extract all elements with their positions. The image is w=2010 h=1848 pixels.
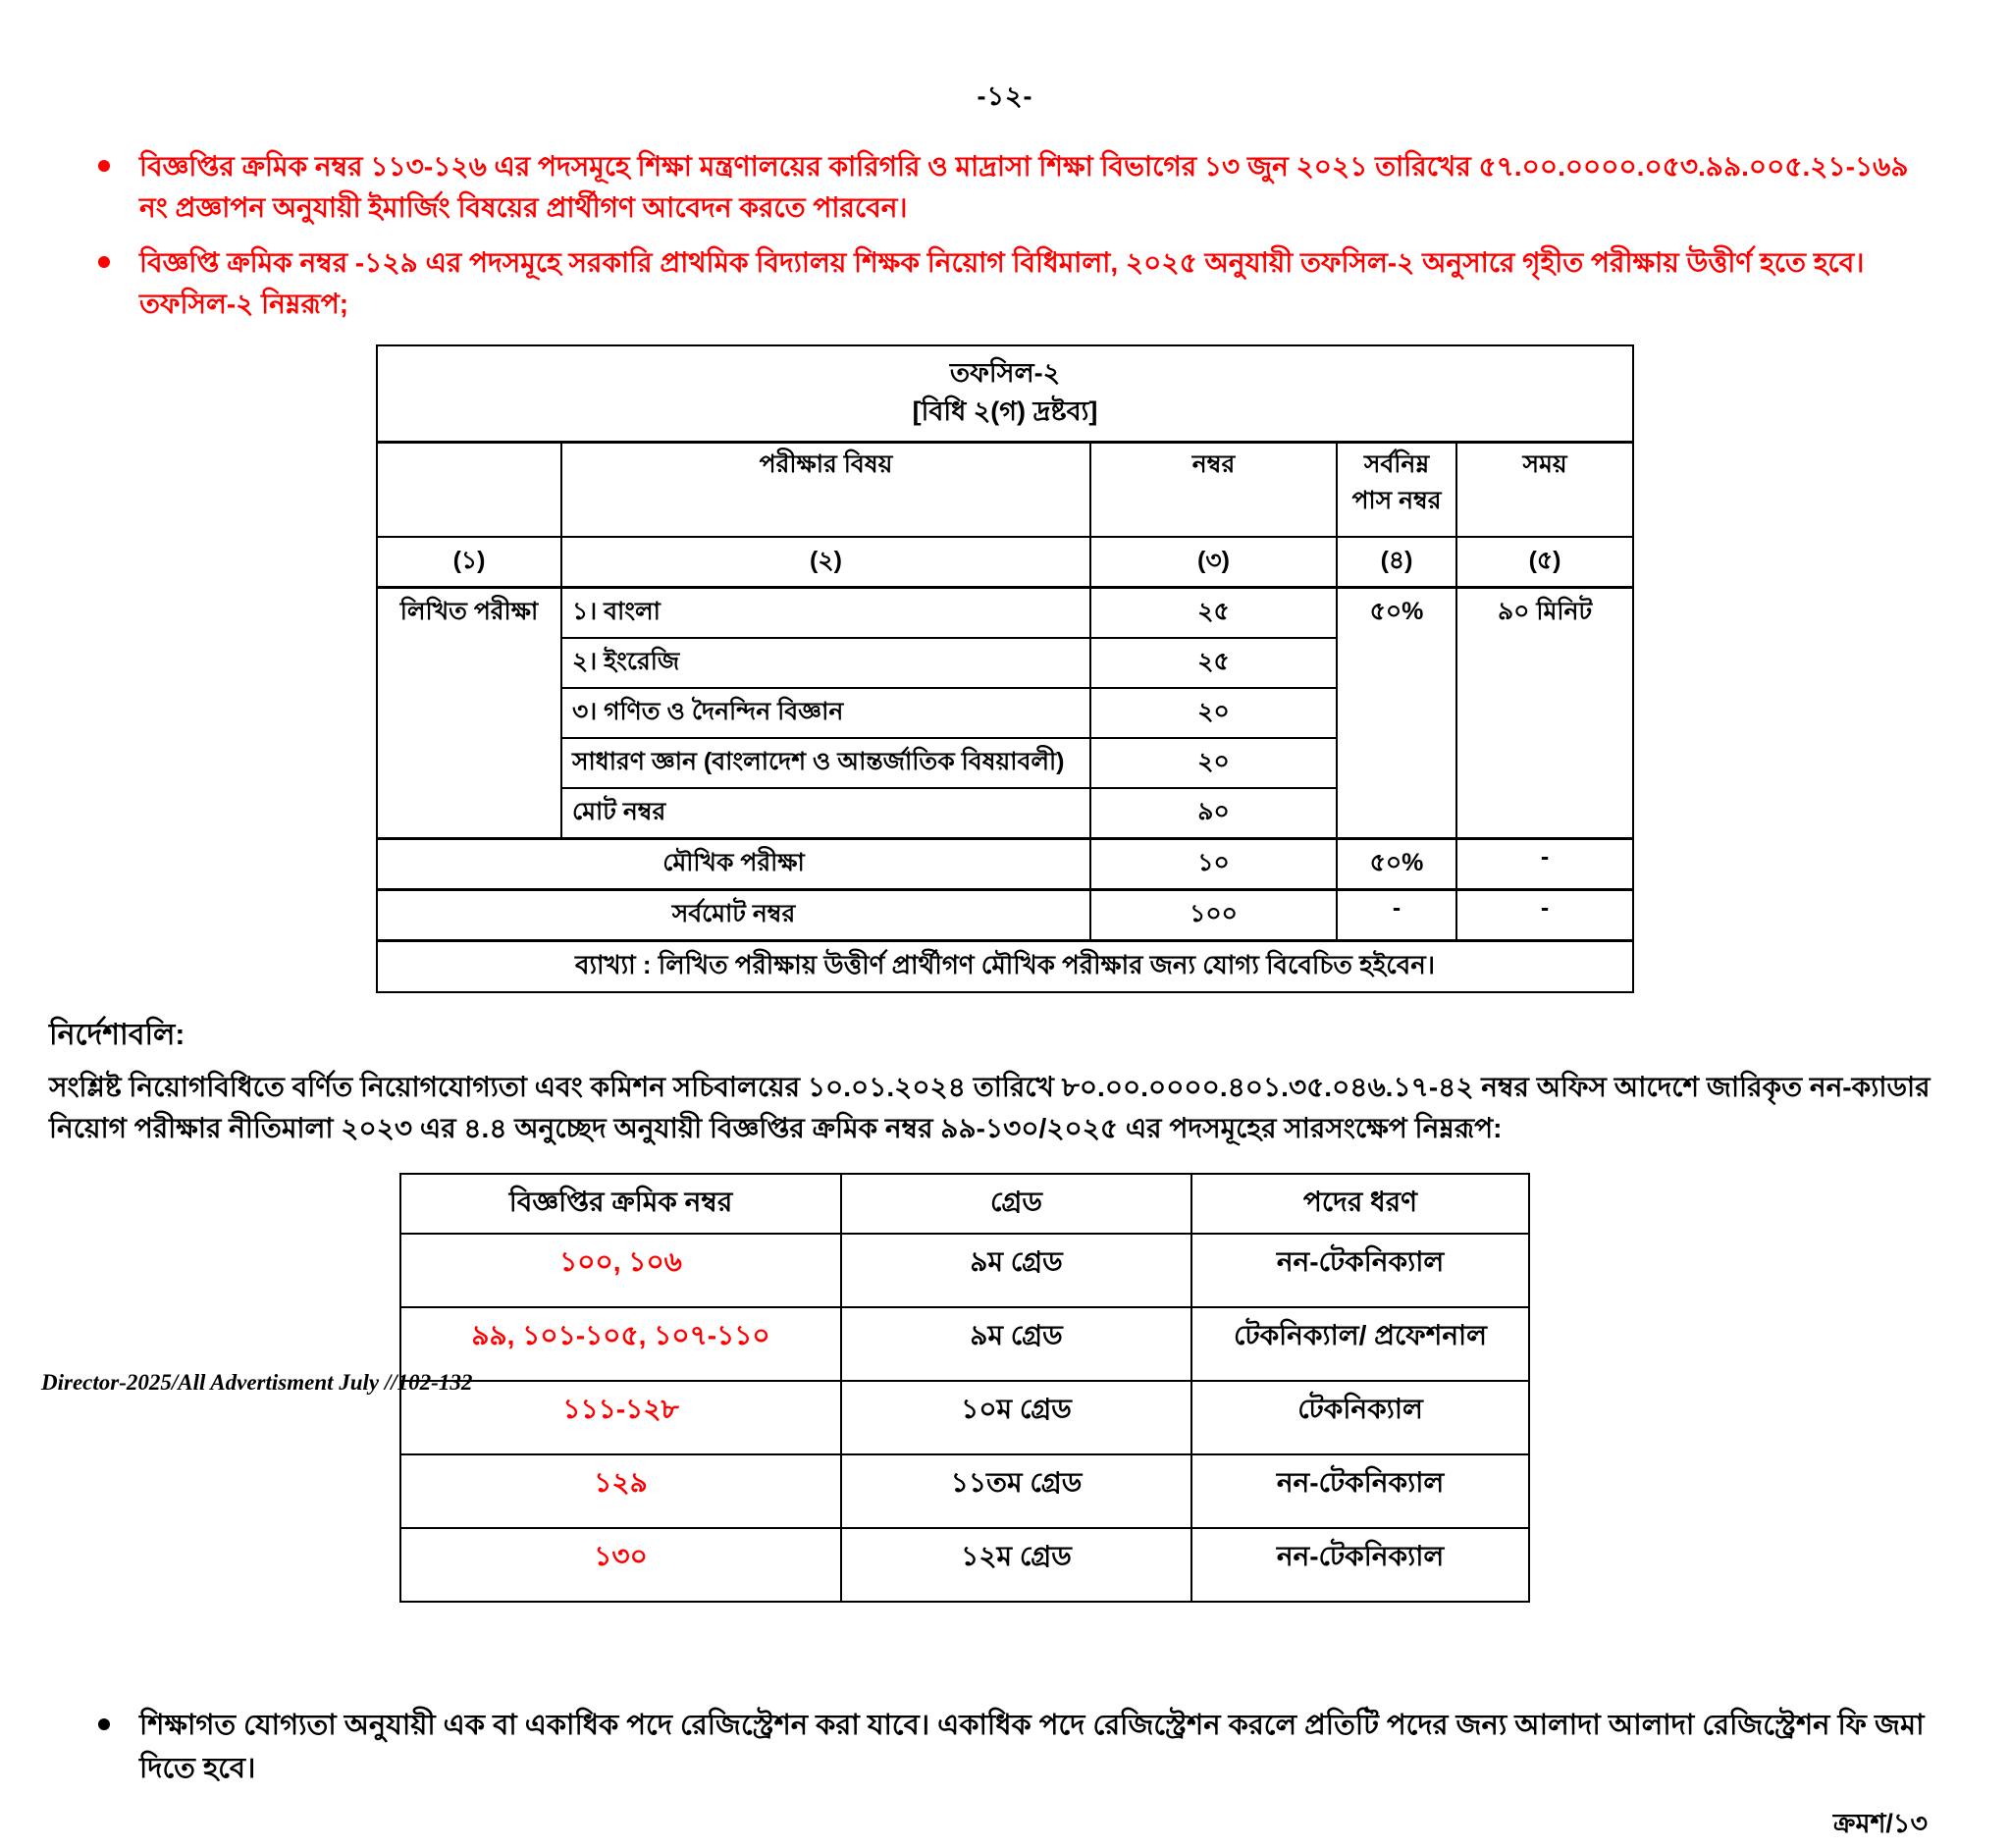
- schedule-table-subtitle: [বিধি ২(গ) দ্রষ্টব্য]: [912, 396, 1098, 427]
- table-row: [400, 1381, 1529, 1454]
- serial-cell: ১২৯: [400, 1454, 841, 1528]
- instructions-heading: নির্দেশাবলি:: [49, 1019, 185, 1052]
- viva-time: -: [1456, 839, 1633, 890]
- bullet-text: বিজ্ঞপ্তি ক্রমিক নম্বর -১২৯ এর পদসমূহে সরকারি প্রাথমিক বিদ্যালয় শিক্ষক নিয়োগ বিধিমালা, ২০২৫ অনুযায়ী তফসিল-২ অনুসারে গৃহীত পরীক্ষায় উত্তীর্ণ হতে হবে। তফসিল-২ নিম্নরূপ;: [139, 247, 1865, 319]
- marks-cell: ২০: [1090, 688, 1337, 738]
- type-cell: নন-টেকনিক্যাল: [1191, 1528, 1529, 1602]
- subject-cell: ২। ইংরেজি: [561, 638, 1090, 688]
- top-bullet-list: [98, 146, 1930, 325]
- viva-pass: ৫০%: [1337, 839, 1456, 890]
- type-cell: নন-টেকনিক্যাল: [1191, 1454, 1529, 1528]
- header-marks: নম্বর: [1090, 443, 1337, 538]
- serial-cell: ১০০, ১০৬: [400, 1234, 841, 1307]
- explanation-row: [377, 941, 1633, 993]
- header-post-type: পদের ধরণ: [1191, 1174, 1529, 1234]
- grade-cell: ৯ম গ্রেড: [841, 1234, 1191, 1307]
- bullet-dot-icon: [98, 1705, 139, 1730]
- header-grade: গ্রেড: [841, 1174, 1191, 1234]
- col-number: (৪): [1337, 537, 1456, 588]
- viva-marks: ১০: [1090, 839, 1337, 890]
- grade-cell: ১১তম গ্রেড: [841, 1454, 1191, 1528]
- table-row: [400, 1528, 1529, 1602]
- bullet-item-registration: [98, 1705, 1930, 1790]
- explanation-note: ব্যাখ্যা : লিখিত পরীক্ষায় উত্তীর্ণ প্রার্থীগণ মৌখিক পরীক্ষার জন্য যোগ্য বিবেচিত হইবেন।: [377, 941, 1633, 993]
- schedule-2-table: [376, 344, 1634, 993]
- page-number: -১২-: [977, 81, 1033, 111]
- bullet-item-emerging-subjects: [98, 146, 1930, 229]
- written-exam-label: লিখিত পরীক্ষা: [377, 588, 561, 839]
- subject-cell: ১। বাংলা: [561, 588, 1090, 639]
- header-blank: [377, 443, 561, 538]
- table-header-row: [377, 443, 1633, 538]
- table-row: [400, 1307, 1529, 1381]
- instructions-paragraph: সংশ্লিষ্ট নিয়োগবিধিতে বর্ণিত নিয়োগযোগ্যতা এবং কমিশন সচিবালয়ের ১০.০১.২০২৪ তারিখে ৮০.০০.০০০০.৪০১.৩৫.০৪৬.১৭-৪২ নম্বর অফিস আদেশে জারিকৃত নন-ক্যাডার নিয়োগ পরীক্ষার নীতিমালা ২০২৩ এর ৪.৪ অনুচ্ছেদ অনুযায়ী বিজ্ঞপ্তির ক্রমিক নম্বর ৯৯-১৩০/২০২৫ এর পদসমূহের সারসংক্ষেপ নিম্নরূপ:: [49, 1072, 1931, 1144]
- column-numbering-row: [377, 537, 1633, 588]
- type-cell: নন-টেকনিক্যাল: [1191, 1234, 1529, 1307]
- subject-cell: ৩। গণিত ও দৈনন্দিন বিজ্ঞান: [561, 688, 1090, 738]
- table-title-row: [377, 345, 1633, 443]
- table-row: [400, 1454, 1529, 1528]
- col-number: (১): [377, 537, 561, 588]
- bullet-dot-icon: [98, 242, 139, 268]
- bottom-bullet-list: [98, 1705, 1930, 1790]
- grand-total-row: [377, 890, 1633, 941]
- bullet-dot-icon: [98, 146, 139, 172]
- header-time: সময়: [1456, 443, 1633, 538]
- type-cell: টেকনিক্যাল/ প্রফেশনাল: [1191, 1307, 1529, 1381]
- grade-cell: ৯ম গ্রেড: [841, 1307, 1191, 1381]
- bullet-text: শিক্ষাগত যোগ্যতা অনুযায়ী এক বা একাধিক পদে রেজিস্ট্রেশন করা যাবে। একাধিক পদে রেজিস্ট্রেশন করলে প্রতিটি পদের জন্য আলাদা আলাদা রেজিস্ট্রেশন ফি জমা দিতে হবে।: [139, 1710, 1925, 1784]
- marks-cell: ২০: [1090, 738, 1337, 788]
- bullet-text: বিজ্ঞপ্তির ক্রমিক নম্বর ১১৩-১২৬ এর পদসমূহে শিক্ষা মন্ত্রণালয়ের কারিগরি ও মাদ্রাসা শিক্ষা বিভাগের ১৩ জুন ২০২১ তারিখের ৫৭.০০.০০০০.০৫৩.৯৯.০০৫.২১-১৬৯ নং প্রজ্ঞাপন অনুযায়ী ইমার্জিং বিষয়ের প্রার্থীগণ আবেদন করতে পারবেন।: [139, 151, 1909, 223]
- col-number: (৫): [1456, 537, 1633, 588]
- grade-cell: ১০ম গ্রেড: [841, 1381, 1191, 1454]
- serial-cell: ১৩০: [400, 1528, 841, 1602]
- schedule-table-title: তফসিল-২: [949, 358, 1061, 388]
- header-exam-subject: পরীক্ষার বিষয়: [561, 443, 1090, 538]
- marks-cell: ২৫: [1090, 638, 1337, 688]
- serial-cell: ১১১-১২৮: [400, 1381, 841, 1454]
- written-pass-cell: ৫০%: [1337, 588, 1456, 839]
- bullet-item-schedule-2: [98, 242, 1930, 325]
- total-label: সর্বমোট নম্বর: [377, 890, 1090, 941]
- post-summary-table: [399, 1173, 1530, 1603]
- total-pass: -: [1337, 890, 1456, 941]
- viva-label: মৌখিক পরীক্ষা: [377, 839, 1090, 890]
- header-min-pass-marks: সর্বনিম্ন পাস নম্বর: [1337, 443, 1456, 538]
- table-row: [377, 588, 1633, 639]
- instructions-section: [49, 1011, 1931, 1149]
- serial-cell: ৯৯, ১০১-১০৫, ১০৭-১১০: [400, 1307, 841, 1381]
- summary-header-row: [400, 1174, 1529, 1234]
- header-serial-number: বিজ্ঞপ্তির ক্রমিক নম্বর: [400, 1174, 841, 1234]
- marks-cell: ৯০: [1090, 788, 1337, 839]
- subject-cell: সাধারণ জ্ঞান (বাংলাদেশ ও আন্তর্জাতিক বিষয়াবলী): [561, 738, 1090, 788]
- col-number: (২): [561, 537, 1090, 588]
- viva-row: [377, 839, 1633, 890]
- document-footer-reference: Director-2025/All Advertisment July //102-132: [41, 1370, 473, 1395]
- subject-cell: মোট নম্বর: [561, 788, 1090, 839]
- grade-cell: ১২ম গ্রেড: [841, 1528, 1191, 1602]
- total-time: -: [1456, 890, 1633, 941]
- marks-cell: ২৫: [1090, 588, 1337, 639]
- type-cell: টেকনিক্যাল: [1191, 1381, 1529, 1454]
- written-time-cell: ৯০ মিনিট: [1456, 588, 1633, 839]
- col-number: (৩): [1090, 537, 1337, 588]
- continuation-label: ক্রমশ/১৩: [1832, 1809, 1928, 1839]
- table-row: [400, 1234, 1529, 1307]
- total-marks: ১০০: [1090, 890, 1337, 941]
